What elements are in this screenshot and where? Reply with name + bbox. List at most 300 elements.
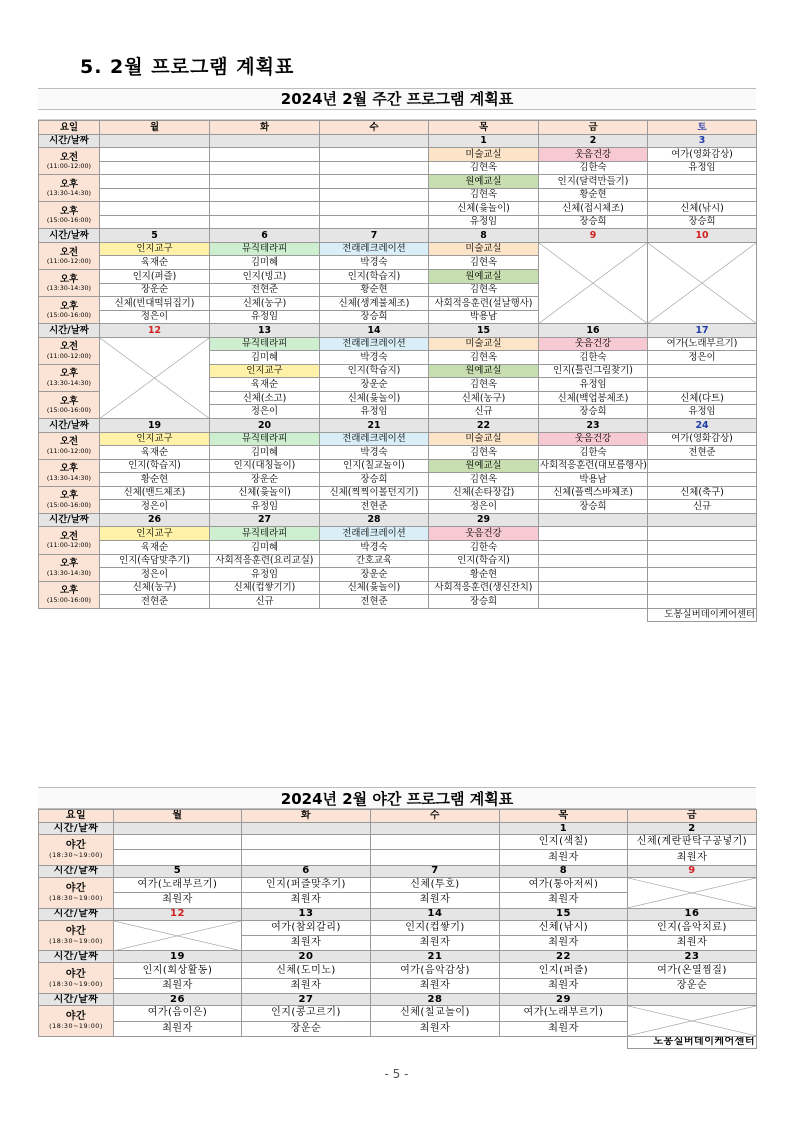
program-cell: 신체(투호)	[371, 877, 500, 892]
closed-day-cell	[114, 920, 242, 951]
teacher-cell: 김한숙	[539, 446, 648, 460]
teacher-cell: 김현옥	[429, 283, 539, 297]
date-cell: 13	[242, 908, 371, 920]
date-cell	[114, 823, 242, 835]
day-header: 수	[320, 121, 429, 135]
teacher-cell: 김미혜	[210, 256, 320, 270]
program-cell: 신체(농구)	[429, 391, 539, 405]
time-slot-label	[39, 242, 100, 269]
center-name: 도봉실버데이케어센터	[628, 1036, 757, 1048]
program-cell: 신체(농구)	[210, 297, 320, 311]
teacher-cell: 장운순	[320, 568, 429, 582]
teacher-cell: 김현옥	[429, 161, 539, 175]
program-cell	[320, 175, 429, 189]
date-cell: 20	[242, 951, 371, 963]
weekly-table	[38, 120, 757, 622]
teacher-cell: 전현준	[320, 500, 429, 514]
program-cell	[539, 581, 648, 595]
date-label: 시간/날짜	[39, 134, 100, 148]
date-cell: 2	[628, 823, 757, 835]
day-header: 화	[210, 121, 320, 135]
date-label: 시간/날짜	[39, 865, 114, 877]
program-cell: 신체(소고)	[210, 391, 320, 405]
program-cell: 신체(빈대떡뒤집기)	[100, 297, 210, 311]
teacher-cell: 황순현	[100, 473, 210, 487]
teacher-cell: 김미혜	[210, 540, 320, 554]
teacher-cell: 정은이	[210, 405, 320, 419]
time-slot-label	[39, 963, 114, 994]
program-cell: 인지(색칠)	[500, 835, 628, 850]
program-cell: 인지(대칭놀이)	[210, 459, 320, 473]
teacher-cell: 장운순	[100, 283, 210, 297]
teacher-cell: 유정임	[210, 568, 320, 582]
date-cell: 21	[320, 419, 429, 433]
teacher-cell: 장승희	[539, 500, 648, 514]
time-slot-label	[39, 459, 100, 486]
date-cell: 23	[628, 951, 757, 963]
slot-name: 오후	[59, 463, 79, 475]
date-cell: 29	[429, 513, 539, 527]
closed-day-cell	[100, 337, 210, 418]
teacher-cell: 장승희	[648, 215, 757, 229]
date-cell: 1	[500, 823, 628, 835]
teacher-cell: 박경숙	[320, 256, 429, 270]
time-slot-label	[39, 270, 100, 297]
date-cell	[628, 994, 757, 1006]
program-cell: 인지교구	[100, 527, 210, 541]
slot-time: (13:30-14:30)	[46, 378, 92, 387]
date-cell: 15	[429, 324, 539, 338]
program-cell: 뮤직테라피	[210, 527, 320, 541]
date-cell: 29	[500, 994, 628, 1006]
day-header: 목	[500, 810, 628, 823]
teacher-cell: 유정임	[210, 310, 320, 324]
date-cell: 10	[648, 229, 757, 243]
teacher-cell: 박용남	[429, 310, 539, 324]
program-cell: 인지(달력만들기)	[539, 175, 648, 189]
program-cell	[210, 202, 320, 216]
date-label: 시간/날짜	[39, 324, 100, 338]
program-cell: 신체(윷놀이)	[320, 391, 429, 405]
date-label: 시간/날짜	[39, 229, 100, 243]
day-header: 목	[429, 121, 539, 135]
date-cell: 12	[114, 908, 242, 920]
date-cell: 24	[648, 419, 757, 433]
program-cell: 미술교실	[429, 148, 539, 162]
teacher-cell: 장운순	[628, 978, 757, 993]
program-cell: 여가(참외갈리)	[242, 920, 371, 935]
teacher-cell: 최원자	[500, 850, 628, 865]
teacher-cell: 신규	[648, 500, 757, 514]
date-cell: 5	[100, 229, 210, 243]
slot-time: (11:00-12:00)	[46, 351, 92, 360]
program-cell: 인지(콩고르기)	[242, 1006, 371, 1021]
date-label: 시간/날짜	[39, 823, 114, 835]
program-cell: 신체(낚시)	[500, 920, 628, 935]
teacher-cell: 최원자	[500, 893, 628, 908]
teacher-cell	[648, 568, 757, 582]
cross-out-mark	[648, 243, 756, 323]
teacher-cell: 전현준	[648, 446, 757, 460]
teacher-cell: 최원자	[371, 893, 500, 908]
slot-name: 야간	[65, 925, 87, 937]
teacher-cell: 유정임	[648, 405, 757, 419]
date-cell: 5	[114, 865, 242, 877]
slot-time: (15:00-16:00)	[46, 405, 92, 414]
date-cell	[539, 513, 648, 527]
program-cell	[210, 175, 320, 189]
time-slot-label	[39, 527, 100, 554]
time-slot-label	[39, 920, 114, 951]
teacher-cell	[242, 850, 371, 865]
teacher-cell	[648, 473, 757, 487]
program-cell: 여가(통아저씨)	[500, 877, 628, 892]
program-cell	[648, 175, 757, 189]
date-cell: 13	[210, 324, 320, 338]
date-cell: 22	[429, 419, 539, 433]
teacher-cell	[114, 850, 242, 865]
program-cell: 인지교구	[210, 364, 320, 378]
program-cell	[648, 554, 757, 568]
program-cell	[648, 581, 757, 595]
program-cell: 사회적응훈련(대보름행사)	[540, 460, 647, 472]
teacher-cell: 박경숙	[320, 540, 429, 554]
cross-out-mark	[539, 243, 647, 323]
day-header: 월	[114, 810, 242, 823]
program-cell	[100, 175, 210, 189]
night-title: 2024년 2월 야간 프로그램 계획표	[38, 787, 756, 809]
day-header: 토	[648, 121, 757, 135]
closed-day-cell	[539, 242, 648, 323]
slot-time: (18:30~19:00)	[49, 851, 103, 860]
program-cell: 사회적응훈련(생신잔치)	[429, 581, 539, 595]
date-label: 시간/날짜	[39, 513, 100, 527]
teacher-cell: 최원자	[242, 893, 371, 908]
closed-day-cell	[628, 1006, 757, 1037]
slot-time: (11:00-12:00)	[46, 256, 92, 265]
teacher-cell: 황순현	[429, 568, 539, 582]
date-cell: 16	[539, 324, 648, 338]
section-title: 5. 2월 프로그램 계획표	[80, 56, 295, 78]
teacher-cell: 신규	[210, 595, 320, 609]
teacher-cell	[539, 540, 648, 554]
program-cell: 인지(컵쌓기)	[371, 920, 500, 935]
date-cell: 26	[114, 994, 242, 1006]
program-cell: 간호교육	[320, 554, 429, 568]
teacher-cell	[648, 540, 757, 554]
teacher-cell	[210, 188, 320, 202]
teacher-cell: 유정임	[539, 378, 648, 392]
date-cell: 28	[371, 994, 500, 1006]
time-slot-label	[39, 202, 100, 229]
slot-name: 오전	[59, 151, 79, 163]
teacher-cell: 장승희	[539, 405, 648, 419]
date-cell: 17	[648, 324, 757, 338]
slot-name: 야간	[65, 840, 87, 852]
date-cell: 7	[320, 229, 429, 243]
teacher-cell: 김현옥	[429, 188, 539, 202]
date-cell: 28	[320, 513, 429, 527]
teacher-cell: 최원자	[500, 935, 628, 950]
program-cell: 신체(컵쌓기기)	[210, 581, 320, 595]
teacher-cell: 유정임	[648, 161, 757, 175]
program-cell: 여가(영화감상)	[648, 148, 757, 162]
program-cell: 신체(찍찍이볼던지기)	[320, 486, 429, 500]
program-cell: 신체(윷놀이)	[210, 486, 320, 500]
date-cell: 26	[100, 513, 210, 527]
teacher-cell: 유정임	[429, 215, 539, 229]
program-cell: 인지(학습지)	[320, 364, 429, 378]
program-cell	[539, 554, 648, 568]
slot-name: 오후	[59, 205, 79, 217]
program-cell: 신체(도미노)	[242, 963, 371, 978]
header-label: 요일	[39, 810, 114, 823]
date-cell: 6	[242, 865, 371, 877]
program-cell: 여가(영화감상)	[648, 432, 757, 446]
time-slot-label	[39, 835, 114, 866]
teacher-cell	[100, 215, 210, 229]
date-cell: 8	[500, 865, 628, 877]
program-cell: 뮤직테라피	[210, 432, 320, 446]
program-cell: 원예교실	[429, 364, 539, 378]
teacher-cell: 장운순	[320, 378, 429, 392]
program-cell: 웃음건강	[429, 527, 539, 541]
teacher-cell: 김미혜	[210, 446, 320, 460]
slot-time: (15:00-16:00)	[46, 311, 92, 320]
date-cell	[242, 823, 371, 835]
slot-name: 오전	[59, 246, 79, 258]
program-cell: 미술교실	[429, 337, 539, 351]
program-cell: 사회적응훈련(요리교실)	[210, 554, 320, 568]
program-cell: 전래레크레이션	[320, 432, 429, 446]
date-label: 시간/날짜	[39, 908, 114, 920]
date-cell: 9	[628, 865, 757, 877]
slot-name: 오전	[59, 341, 79, 353]
slot-time: (18:30~19:00)	[49, 936, 103, 945]
day-header: 수	[371, 810, 500, 823]
program-cell: 인지교구	[100, 432, 210, 446]
date-cell: 2	[539, 134, 648, 148]
teacher-cell: 장승희	[539, 215, 648, 229]
time-slot-label	[39, 554, 100, 581]
teacher-cell: 최원자	[371, 935, 500, 950]
date-cell: 21	[371, 951, 500, 963]
program-cell: 여가(노래부르기)	[500, 1006, 628, 1021]
program-cell: 신체(윷놀이)	[320, 581, 429, 595]
date-cell	[371, 823, 500, 835]
program-cell: 뮤직테라피	[210, 337, 320, 351]
center-name: 도봉실버데이케어센터	[648, 608, 757, 622]
date-cell	[648, 513, 757, 527]
program-cell: 인지(퍼즐)	[100, 270, 210, 284]
teacher-cell: 최원자	[114, 1021, 242, 1036]
time-slot-label	[39, 432, 100, 459]
cross-out-mark	[114, 921, 241, 951]
cross-out-mark	[628, 1006, 756, 1036]
teacher-cell: 정은이	[100, 500, 210, 514]
program-cell: 전래레크레이션	[320, 337, 429, 351]
program-cell: 전래레크레이션	[320, 527, 429, 541]
teacher-cell: 육재순	[100, 540, 210, 554]
time-slot-label	[39, 486, 100, 513]
teacher-cell	[320, 188, 429, 202]
teacher-cell: 정은이	[648, 351, 757, 365]
program-cell: 신체(접시체조)	[539, 202, 648, 216]
time-slot-label	[39, 877, 114, 908]
program-cell: 신체(플렉스바체조)	[539, 486, 648, 500]
teacher-cell	[648, 595, 757, 609]
date-cell: 12	[100, 324, 210, 338]
program-cell	[242, 835, 371, 850]
program-cell: 인지(칠교놀이)	[320, 459, 429, 473]
teacher-cell: 장승희	[320, 310, 429, 324]
date-label: 시간/날짜	[39, 994, 114, 1006]
program-cell: 신체(생계불체조)	[320, 297, 429, 311]
teacher-cell	[100, 161, 210, 175]
slot-name: 오전	[59, 531, 79, 543]
slot-time: (13:30-14:30)	[46, 568, 92, 577]
teacher-cell	[320, 161, 429, 175]
program-cell	[371, 835, 500, 850]
date-cell: 27	[210, 513, 320, 527]
teacher-cell: 최원자	[628, 935, 757, 950]
program-cell	[114, 835, 242, 850]
slot-time: (13:30-14:30)	[46, 189, 92, 198]
teacher-cell: 김한숙	[429, 540, 539, 554]
teacher-cell: 최원자	[500, 978, 628, 993]
program-cell: 웃음건강	[539, 432, 648, 446]
header-label: 요일	[39, 121, 100, 135]
slot-name: 야간	[65, 968, 87, 980]
time-slot-label	[39, 297, 100, 324]
slot-name: 오후	[59, 178, 79, 190]
slot-name: 오전	[59, 436, 79, 448]
teacher-cell: 신규	[429, 405, 539, 419]
slot-time: (13:30-14:30)	[46, 473, 92, 482]
program-cell	[100, 148, 210, 162]
teacher-cell	[648, 188, 757, 202]
day-header: 금	[628, 810, 757, 823]
program-cell: 신체(밴드체조)	[100, 486, 210, 500]
date-cell: 9	[539, 229, 648, 243]
program-cell: 웃음건강	[539, 148, 648, 162]
teacher-cell: 황순현	[539, 188, 648, 202]
date-cell: 14	[320, 324, 429, 338]
program-cell	[539, 527, 648, 541]
time-slot-label	[39, 1006, 114, 1037]
slot-time: (18:30~19:00)	[49, 1022, 103, 1031]
program-cell: 여가(노래부르기)	[114, 877, 242, 892]
program-cell: 인지(학습지)	[100, 459, 210, 473]
time-slot-label	[39, 337, 100, 364]
teacher-cell: 육재순	[100, 256, 210, 270]
day-header: 금	[539, 121, 648, 135]
teacher-cell: 김한숙	[539, 161, 648, 175]
date-cell: 27	[242, 994, 371, 1006]
program-cell: 전래레크레이션	[320, 242, 429, 256]
date-cell: 22	[500, 951, 628, 963]
program-cell: 신체(축구)	[648, 486, 757, 500]
weekly-title: 2024년 2월 주간 프로그램 계획표	[38, 88, 756, 110]
teacher-cell: 최원자	[242, 935, 371, 950]
teacher-cell: 김현옥	[429, 351, 539, 365]
date-cell: 16	[628, 908, 757, 920]
teacher-cell: 육재순	[100, 446, 210, 460]
slot-time: (15:00-16:00)	[46, 500, 92, 509]
slot-time: (11:00-12:00)	[46, 162, 92, 171]
date-cell: 1	[429, 134, 539, 148]
teacher-cell: 최원자	[242, 978, 371, 993]
program-cell	[648, 364, 757, 378]
teacher-cell	[539, 595, 648, 609]
time-slot-label	[39, 175, 100, 202]
closed-day-cell	[628, 877, 757, 908]
program-cell: 신체(백업봉체조)	[539, 391, 648, 405]
program-cell: 신체(윷놀이)	[429, 202, 539, 216]
date-cell: 23	[539, 419, 648, 433]
night-schedule	[38, 787, 756, 1049]
slot-name: 오후	[59, 558, 79, 570]
teacher-cell: 최원자	[114, 893, 242, 908]
teacher-cell: 김현옥	[429, 473, 539, 487]
time-slot-label	[39, 364, 100, 391]
date-label: 시간/날짜	[39, 951, 114, 963]
program-cell: 신체(낚시)	[648, 202, 757, 216]
date-cell: 8	[429, 229, 539, 243]
slot-time: (13:30-14:30)	[46, 284, 92, 293]
program-cell: 여가(노래부르기)	[648, 337, 757, 351]
teacher-cell: 김미혜	[210, 351, 320, 365]
teacher-cell: 정은이	[100, 568, 210, 582]
program-cell: 신체(손타장갑)	[429, 486, 539, 500]
slot-name: 오후	[59, 585, 79, 597]
slot-name: 오후	[59, 395, 79, 407]
program-cell: 인지(학습지)	[429, 554, 539, 568]
program-cell: 인지(퍼즐맞추기)	[242, 877, 371, 892]
teacher-cell: 유정임	[210, 500, 320, 514]
program-cell: 인지(빙고)	[210, 270, 320, 284]
day-header: 월	[100, 121, 210, 135]
slot-name: 오후	[59, 300, 79, 312]
teacher-cell	[210, 215, 320, 229]
date-label: 시간/날짜	[39, 419, 100, 433]
teacher-cell: 김현옥	[429, 256, 539, 270]
program-cell	[648, 527, 757, 541]
teacher-cell: 육재순	[210, 378, 320, 392]
slot-name: 오후	[59, 273, 79, 285]
slot-time: (15:00-16:00)	[46, 595, 92, 604]
teacher-cell: 최원자	[371, 1021, 500, 1036]
program-cell: 웃음건강	[539, 337, 648, 351]
teacher-cell: 정은이	[100, 310, 210, 324]
date-cell	[320, 134, 429, 148]
program-cell	[320, 148, 429, 162]
program-cell: 인지교구	[100, 242, 210, 256]
program-cell: 인지(회상활동)	[114, 963, 242, 978]
teacher-cell: 최원자	[500, 1021, 628, 1036]
program-cell: 원예교실	[429, 270, 539, 284]
slot-time: (18:30~19:00)	[49, 893, 103, 902]
teacher-cell: 김현옥	[429, 446, 539, 460]
page-number: - 5 -	[384, 1067, 409, 1081]
slot-time: (15:00-16:00)	[46, 216, 92, 225]
slot-name: 오후	[59, 368, 79, 380]
program-cell: 여가(온열찜질)	[628, 963, 757, 978]
slot-name: 오후	[59, 490, 79, 502]
program-cell: 미술교실	[429, 242, 539, 256]
cross-out-mark	[100, 338, 209, 418]
teacher-cell: 정은이	[429, 500, 539, 514]
